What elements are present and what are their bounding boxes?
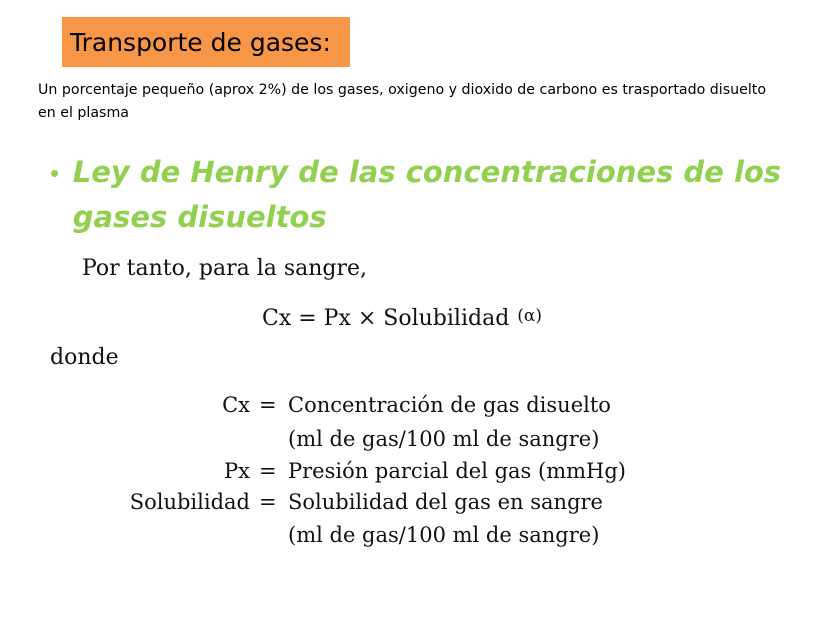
formula-text: Cx = Px × Solubilidad xyxy=(262,306,510,331)
formula-alpha-note: (α) xyxy=(517,306,543,326)
definition-value: Concentración de gas disuelto xyxy=(288,393,611,417)
definition-term: Cx xyxy=(222,393,250,417)
slide-title xyxy=(62,17,350,67)
definition-value: Solubilidad del gas en sangre xyxy=(288,490,603,514)
definition-equals: = xyxy=(259,393,277,417)
slide-title-text: Transporte de gases: xyxy=(70,27,331,57)
definition-value: Presión parcial del gas (mmHg) xyxy=(288,459,626,483)
definition-value: (ml de gas/100 ml de sangre) xyxy=(288,427,600,451)
donde-label: donde xyxy=(50,345,119,370)
bullet-item xyxy=(50,150,810,240)
intro-paragraph: Un porcentaje pequeño (aprox 2%) de los gases, oxigeno y dioxido de carbono es trasportado disuelto en el plasma xyxy=(38,82,767,121)
henry-formula xyxy=(262,306,542,331)
definition-equals: = xyxy=(259,490,277,514)
bullet-heading: Ley de Henry de las concentraciones de los gases disueltos xyxy=(72,155,782,234)
bullet-dot-icon: • xyxy=(50,158,60,188)
definition-term: Solubilidad xyxy=(129,490,250,514)
definition-value: (ml de gas/100 ml de sangre) xyxy=(288,523,600,547)
definition-term: Px xyxy=(224,459,250,483)
por-tanto-text: Por tanto, para la sangre, xyxy=(82,256,368,281)
definition-equals: = xyxy=(259,459,277,483)
